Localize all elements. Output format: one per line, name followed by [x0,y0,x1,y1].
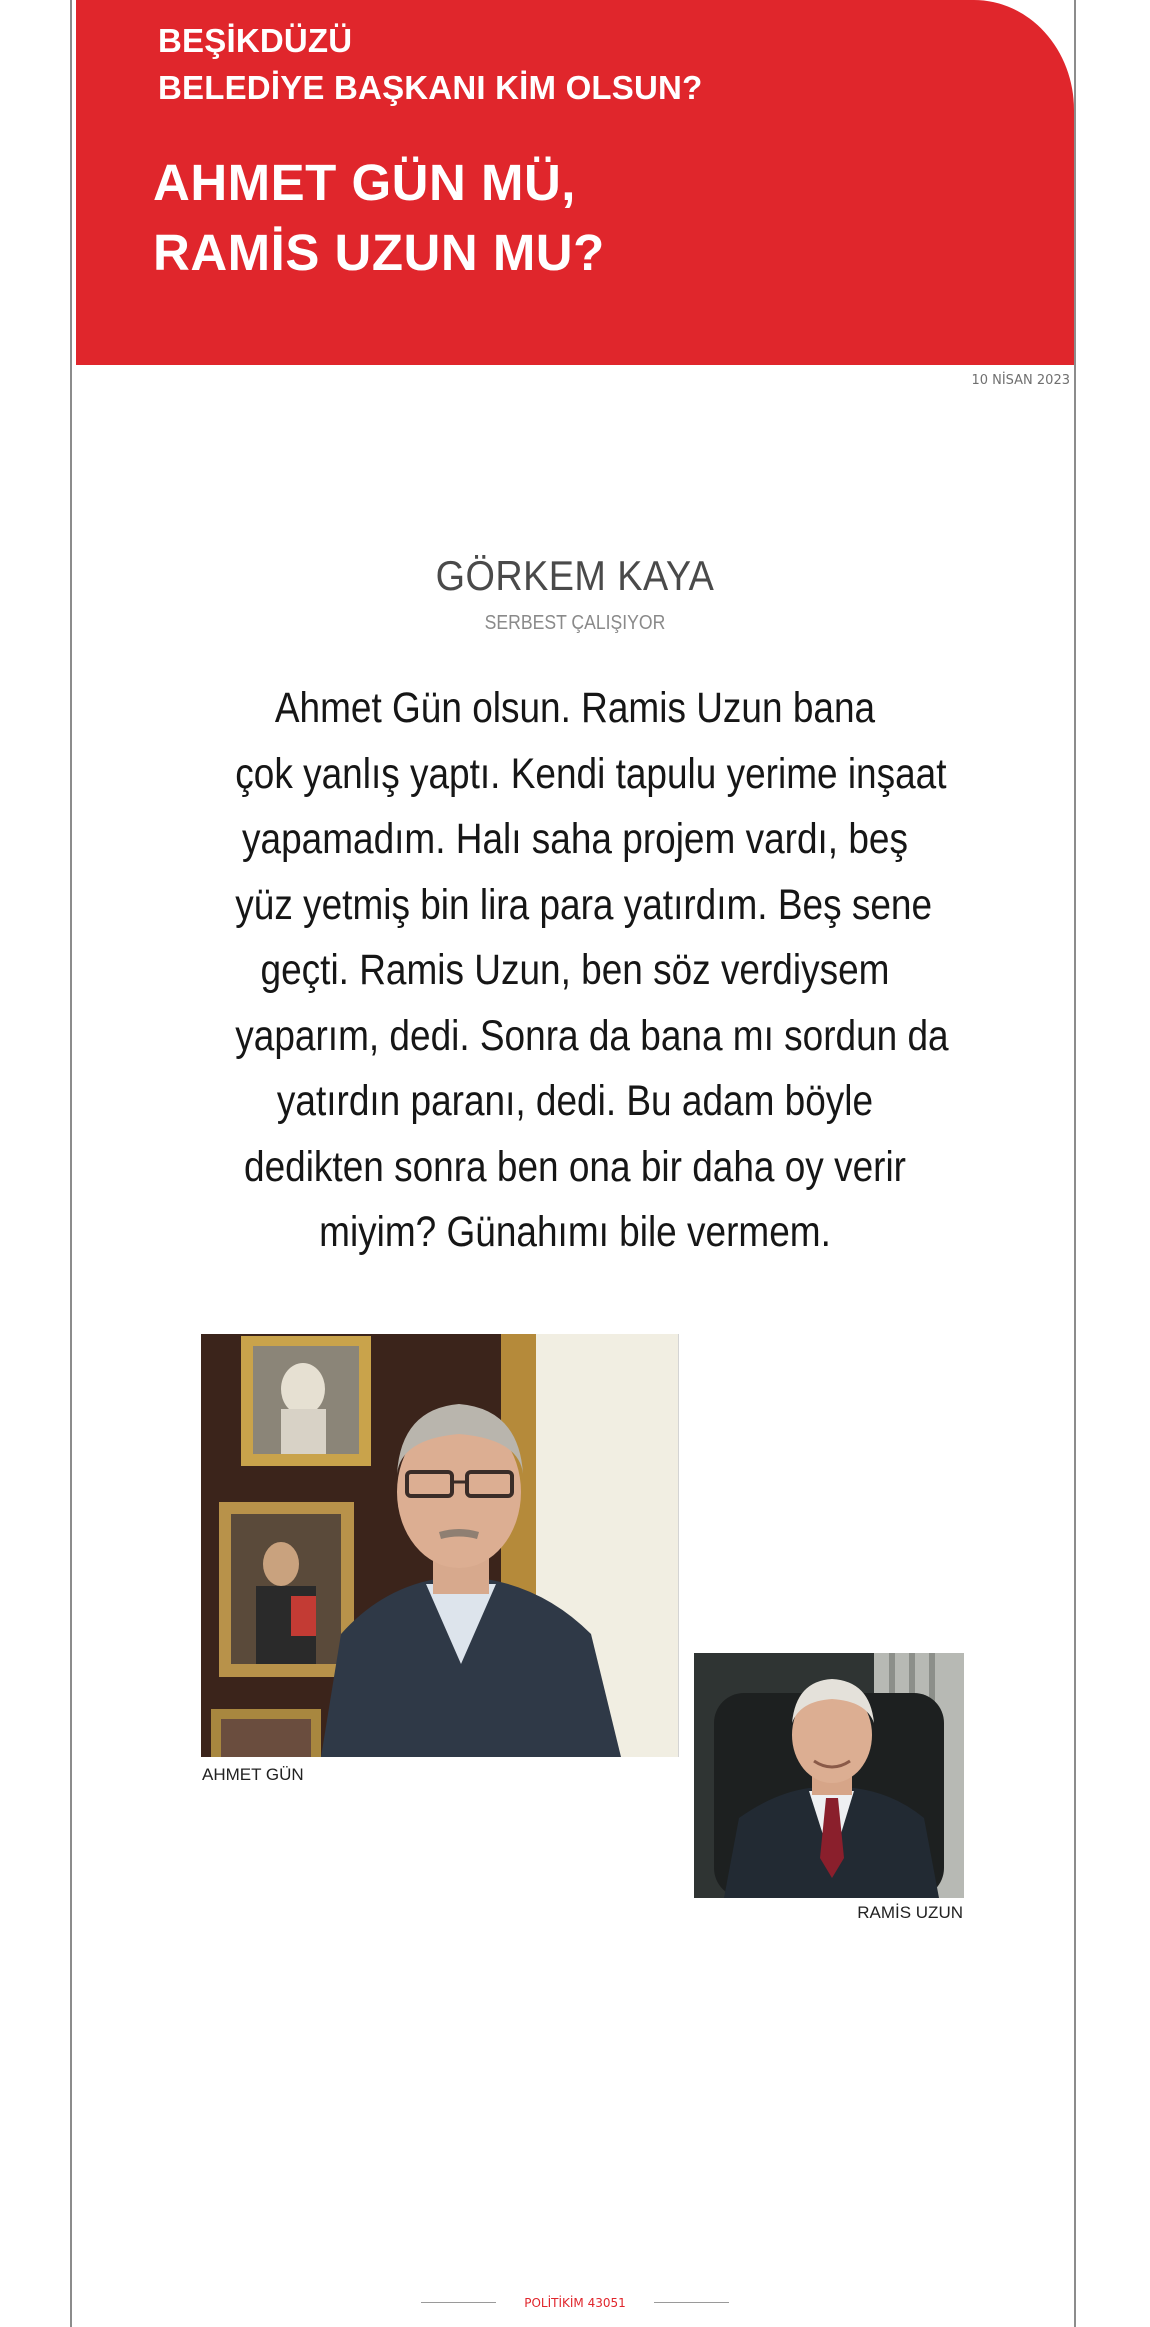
quote-line: Ahmet Gün olsun. Ramis Uzun bana [274,684,876,732]
headline-line-2: RAMİS UZUN MU? [153,224,605,281]
quote-line: yüz yetmiş bin lira para yatırdım. Beş sene [235,880,933,929]
publish-date: 10 NİSAN 2023 [971,373,1070,388]
kicker [158,17,702,111]
ahmet-gun-photo [201,1334,679,1757]
kicker-line-2: BELEDİYE BAŞKANI KİM OLSUN? [158,69,703,106]
headline [153,148,605,288]
page-footer [0,2294,1150,2312]
ahmet-gun-caption: AHMET GÜN [202,1765,304,1784]
kicker-line-1: BEŞİKDÜZÜ [158,22,353,59]
footer-rule-right [654,2302,729,2303]
author-role: SERBEST ÇALIŞIYOR [484,612,666,634]
quote-line: yaparım, dedi. Sonra da bana mı sordun da [235,1011,949,1060]
quote-line: geçti. Ramis Uzun, ben söz verdiysem [260,946,890,994]
footer-rule-left [421,2302,496,2303]
ramis-uzun-caption: RAMİS UZUN [857,1903,963,1922]
quote-line: yapamadım. Halı saha projem vardı, beş [242,815,908,863]
quote-text [180,676,970,1266]
quote-line: çok yanlış yaptı. Kendi tapulu yerime inşaat [235,749,947,798]
quote-line: yatırdın paranı, dedi. Bu adam böyle [276,1077,874,1125]
headline-line-1: AHMET GÜN MÜ, [153,154,576,211]
quote-line: miyim? Günahımı bile vermem. [319,1208,831,1256]
footer-reference: POLİTİKİM 43051 [524,2295,626,2310]
quote-line: dedikten sonra ben ona bir daha oy verir [244,1142,906,1191]
author-name: GÖRKEM KAYA [435,552,715,599]
ramis-uzun-photo [694,1653,964,1898]
